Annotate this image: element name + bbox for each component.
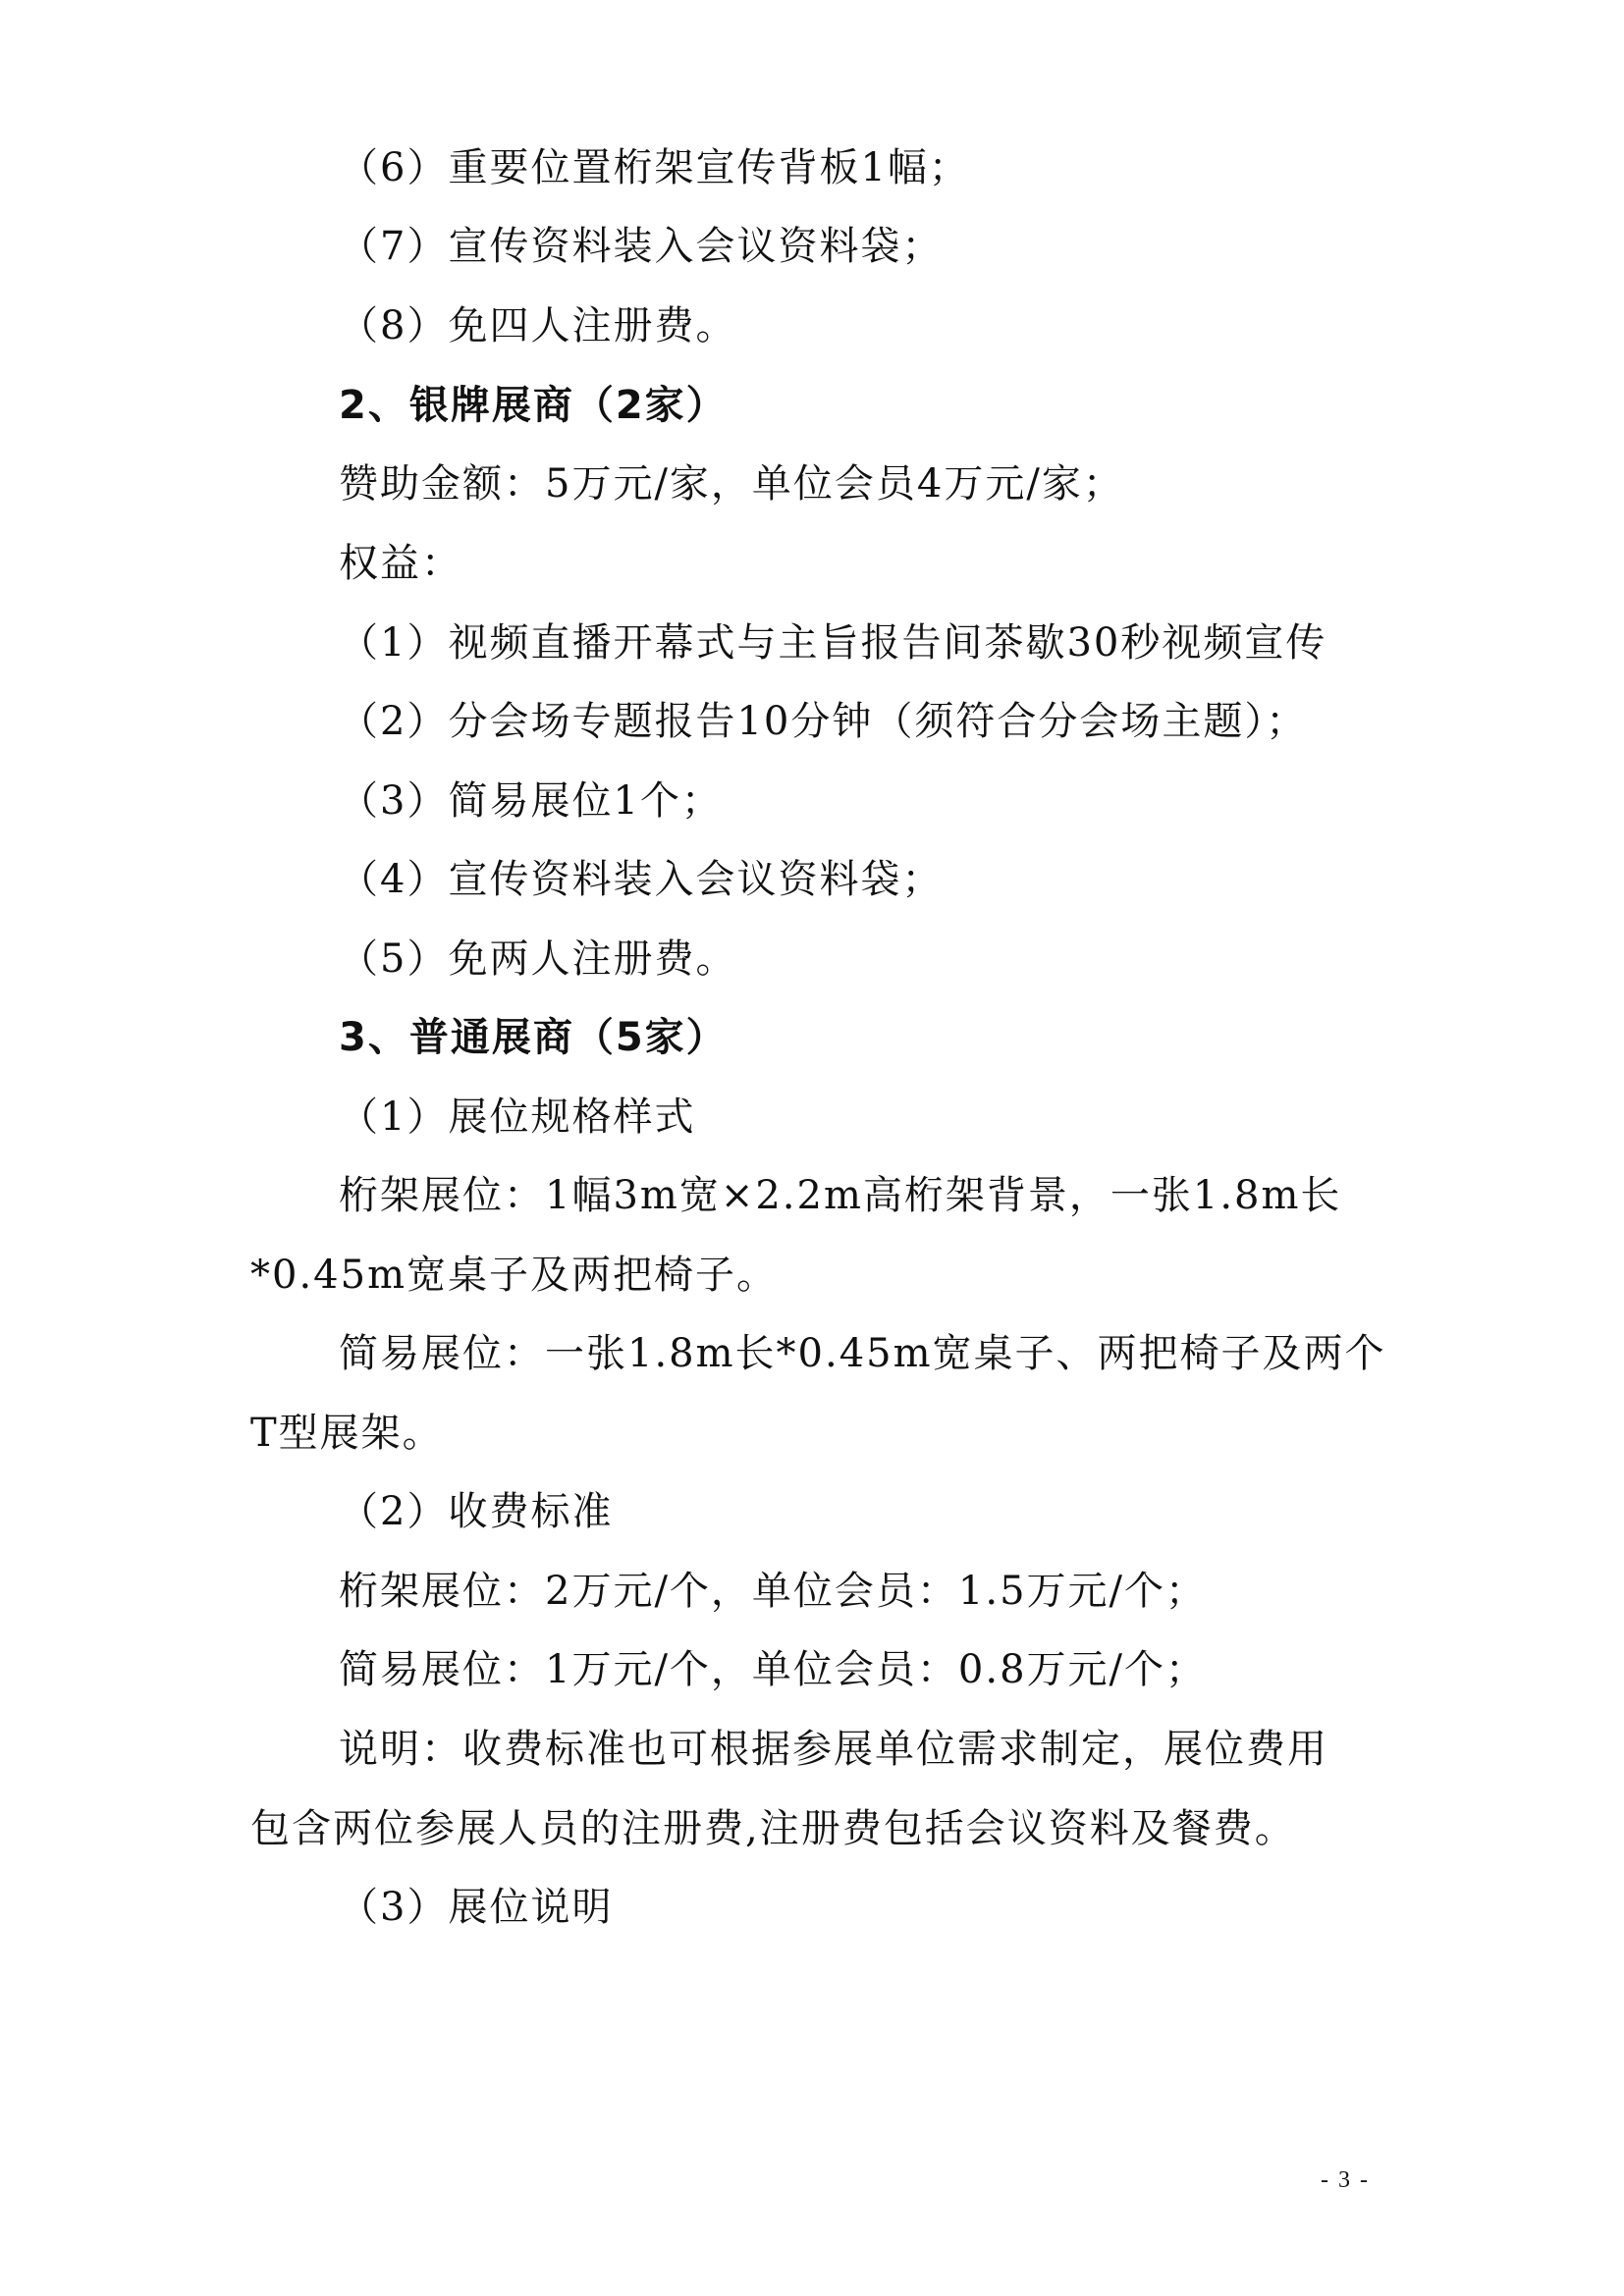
text-line-item8: （8）免四人注册费。 <box>339 303 737 348</box>
text-line-truss-booth-spec-cont: *0.45m宽桌子及两把椅子。 <box>250 1253 778 1298</box>
text-line-sponsorship-amount: 赞助金额：5万元/家，单位会员4万元/家； <box>339 461 1124 507</box>
text-line-benefits-label: 权益： <box>339 541 462 586</box>
text-line-item7: （7）宣传资料装入会议资料袋； <box>339 224 944 269</box>
text-line-fee-note: 说明：收费标准也可根据参展单位需求制定，展位费用 <box>339 1727 1328 1772</box>
text-line-item6: （6）重要位置桁架宣传背板1幅； <box>339 145 970 190</box>
text-line-benefit5: （5）免两人注册费。 <box>339 936 737 982</box>
text-line-benefit1: （1）视频直播开幕式与主旨报告间茶歇30秒视频宣传 <box>339 620 1327 666</box>
text-line-simple-booth-spec-cont: T型展架。 <box>250 1411 444 1456</box>
text-line-simple-booth-spec: 简易展位：一张1.8m长*0.45m宽桌子、两把椅子及两个 <box>339 1331 1386 1376</box>
text-line-simple-booth-fee: 简易展位：1万元/个，单位会员：0.8万元/个； <box>339 1647 1208 1692</box>
text-line-booth-description-heading: （3）展位说明 <box>339 1885 614 1930</box>
text-line-fee-note-cont: 包含两位参展人员的注册费,注册费包括会议资料及餐费。 <box>250 1806 1296 1851</box>
text-line-truss-booth-spec: 桁架展位：1幅3m宽×2.2m高桁架背景，一张1.8m长 <box>339 1173 1342 1218</box>
text-line-benefit4: （4）宣传资料装入会议资料袋； <box>339 857 944 902</box>
text-line-benefit3: （3）简易展位1个； <box>339 778 723 824</box>
text-line-booth-spec-heading: （1）展位规格样式 <box>339 1095 696 1140</box>
section-heading-regular-exhibitor: 3、普通展商（5家） <box>339 1015 728 1060</box>
text-line-benefit2: （2）分会场专题报告10分钟（须符合分会场主题）； <box>339 699 1308 744</box>
section-heading-silver-exhibitor: 2、银牌展商（2家） <box>339 383 728 428</box>
page-number: - 3 - <box>1321 2167 1370 2193</box>
text-line-fee-heading: （2）收费标准 <box>339 1489 614 1534</box>
text-line-truss-booth-fee: 桁架展位：2万元/个，单位会员：1.5万元/个； <box>339 1569 1208 1614</box>
